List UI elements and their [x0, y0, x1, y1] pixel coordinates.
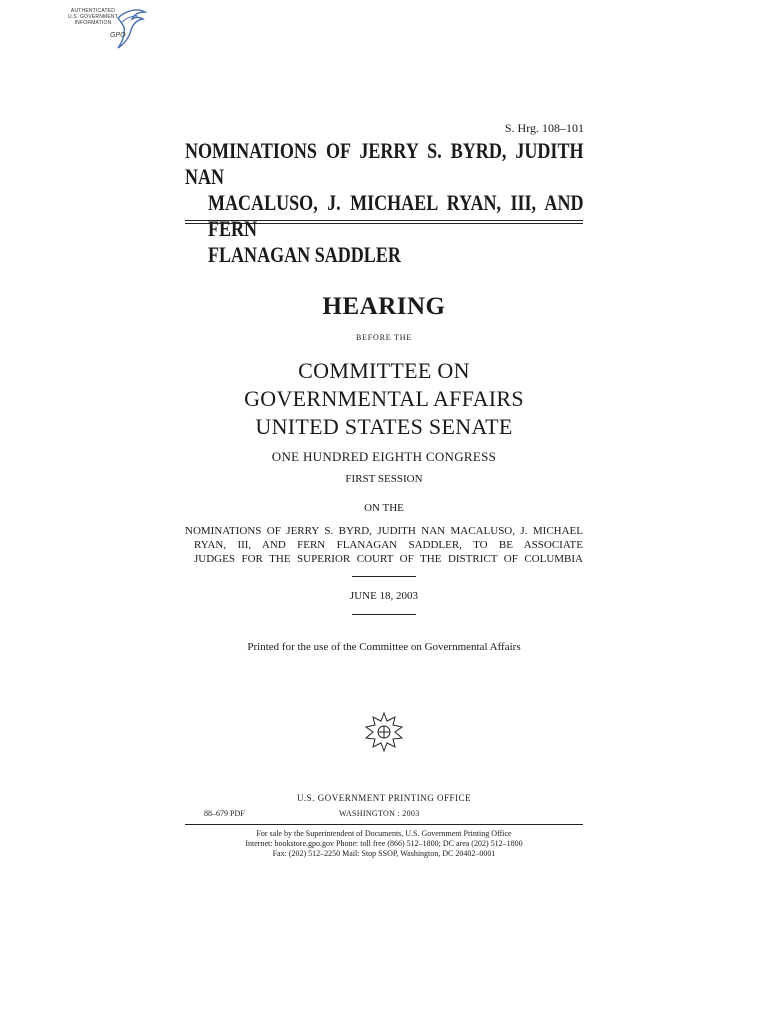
document-title	[185, 138, 584, 268]
gpo-seal-icon	[364, 711, 404, 753]
congress-label: ONE HUNDRED EIGHTH CONGRESS	[271, 449, 497, 464]
committee-line-3: UNITED STATES SENATE	[255, 414, 513, 439]
logo-line-1: AUTHENTICATED	[70, 8, 116, 14]
nominations-line-2: RYAN, III, AND FERN FLANAGAN SADDLER, TO BE ASSOCIATE	[194, 539, 583, 551]
sale-line-2: Internet: bookstore.gpo.gov Phone: toll free (866) 512–1800; DC area (202) 512–1800	[245, 839, 523, 848]
on-the-label: ON THE	[364, 502, 404, 514]
printing-office: U.S. GOVERNMENT PRINTING OFFICE	[296, 793, 472, 803]
hearing-date: JUNE 18, 2003	[349, 590, 419, 602]
committee-line-1: COMMITTEE ON	[298, 358, 470, 383]
title-line-3: FLANAGAN SADDLER	[207, 242, 401, 267]
sale-line-3: Fax: (202) 512–2250 Mail: Stop SSOP, Washington, DC 20402–0001	[272, 849, 496, 858]
hearing-heading: HEARING	[322, 293, 446, 320]
printed-for-note: Printed for the use of the Committee on Governmental Affairs	[247, 641, 521, 653]
date-rule-bottom	[352, 614, 416, 615]
eagle-icon	[112, 8, 148, 50]
footer-rule	[185, 824, 583, 825]
sale-information	[185, 829, 583, 859]
before-the-label: BEFORE THE	[355, 333, 413, 342]
hearing-number: S. Hrg. 108–101	[504, 121, 584, 135]
logo-line-2: U.S. GOVERNMENT	[68, 14, 118, 20]
nominations-line-3: JUDGES FOR THE SUPERIOR COURT OF THE DISTRICT OF COLUMBIA	[194, 553, 583, 565]
nominations-line-1: NOMINATIONS OF JERRY S. BYRD, JUDITH NAN MACALUSO, J. MICHAEL	[185, 525, 583, 537]
title-line-1: NOMINATIONS OF JERRY S. BYRD, JUDITH NAN	[185, 138, 584, 189]
sale-line-1: For sale by the Superintendent of Documents, U.S. Government Printing Office	[256, 829, 512, 838]
nominations-description	[185, 524, 583, 566]
committee-name	[185, 357, 583, 441]
logo-gpo-text: GPO	[110, 32, 126, 39]
session-label: FIRST SESSION	[345, 473, 423, 485]
title-line-2: MACALUSO, J. MICHAEL RYAN, III, AND FERN	[207, 190, 584, 241]
title-rule-top	[185, 220, 583, 221]
committee-line-2: GOVERNMENTAL AFFAIRS	[244, 386, 524, 411]
authenticated-gpo-logo	[62, 6, 148, 48]
washington-year: WASHINGTON : 2003	[339, 809, 420, 818]
date-rule-top	[352, 576, 416, 577]
document-number: 88–679 PDF	[204, 809, 245, 818]
title-rule-bottom	[185, 223, 583, 224]
logo-line-3: INFORMATION	[74, 20, 112, 26]
